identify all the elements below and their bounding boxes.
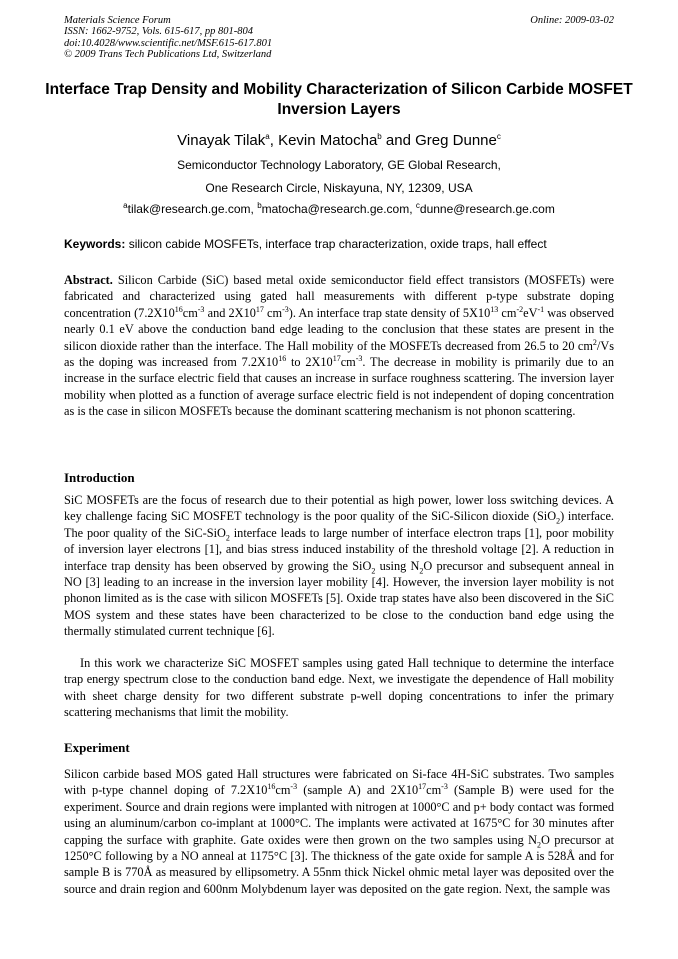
- section-heading-introduction: Introduction: [64, 470, 135, 485]
- journal-header: [64, 15, 272, 61]
- section-heading-experiment: Experiment: [64, 740, 130, 755]
- email-mark: c: [415, 201, 420, 210]
- abstract-paragraph: Abstract. Silicon Carbide (SiC) based metal oxide semiconductor field effect transistors (MOSFETs) were fabricated and characterized using gated hall measurements with different p-type substrate doping concentration ($7.2X10^{16}cm^{-3}$ and $2X10^{17}$ $cm^{-3}$). An interface trap state density of $5X10^{13}$ $cm^{-2}eV^{-1}$ was observed nearly 0.1 eV above the conduction band edge leading to the conclusion that these states are present in the silicon dioxide rather than the interface. The Hall mobility of the MOSFETs decreased from 26.5 to 20 $cm^2/Vs$ as the doping was increased from $7.2X10^{16}$ to $2X10^{17}cm^{-3}$. The decrease in mobility is primarily due to an increase in the surface electric field that causes an increase in surface roughness scattering. The inversion layer mobility when plotted as a function of average surface electric field is not independent of doping concentration as is the case in silicon MOSFETs because the dominant scattering mechanism is not phonon scattering.: [64, 273, 614, 419]
- issn-line: ISSN: 1662-9752, Vols. 615-617, pp 801-804: [64, 26, 253, 38]
- abstract-label: Abstract.: [64, 273, 113, 287]
- affiliation-line-2: One Research Circle, Niskayuna, NY, 12309, USA: [205, 181, 473, 195]
- email-link[interactable]: matocha@research.ge.com: [261, 202, 410, 216]
- author-list: Vinayak Tilak$^a$, Kevin Matocha$^b$ and Greg Dunne$^c$: [177, 132, 501, 149]
- email-line: $^a$tilak@research.ge.com, $^b$matocha@research.ge.com, $^c$dunne@research.ge.com: [123, 201, 555, 216]
- author-mark: a: [265, 132, 270, 141]
- keywords: [64, 237, 614, 252]
- copyright-line: © 2009 Trans Tech Publications Ltd, Switzerland: [64, 49, 272, 61]
- keywords-label: Keywords:: [64, 237, 126, 251]
- email-mark: a: [123, 201, 128, 210]
- journal-name: Materials Science Forum: [64, 15, 171, 26]
- introduction-paragraph-1: SiC MOSFETs are the focus of research due to their potential as high power, lower loss switching devices. A key challenge facing SiC MOSFET technology is the poor quality of the SiC-Silicon dioxide (SiO$_2$) interface. The poor quality of the SiC-SiO$_2$ interface leads to large number of interface electron traps [1], poor mobility of inversion layer electrons [1], and bias stress induced instability of the threshold voltage [2]. A reduction in interface trap density has been observed by growing the SiO$_2$ using $N_2O$ precursor and subsequent anneal in NO [3] leading to an increase in the inversion layer mobility [4]. However, the inversion layer mobility is not phonon limited as is the case with silicon MOSFETs [5]. Oxide trap states have also been discovered in the SiC MOS system and these states have been characterized to be close to the conduction band edge using the thermally stimulated current technique [6].: [64, 493, 614, 639]
- email-link[interactable]: tilak@research.ge.com: [127, 202, 251, 216]
- keywords-text: silicon cabide MOSFETs, interface trap characterization, oxide traps, hall effect: [128, 237, 547, 251]
- email-link[interactable]: dunne@research.ge.com: [419, 202, 555, 216]
- author-mark: b: [377, 132, 382, 141]
- paper-title: Interface Trap Density and Mobility Characterization of Silicon Carbide MOSFET Inversion Layers: [45, 81, 633, 118]
- author-name: Vinayak Tilak: [177, 132, 266, 149]
- doi-line[interactable]: doi:10.4028/www.scientific.net/MSF.615-617.801: [64, 37, 273, 49]
- author-name: Kevin Matocha: [278, 132, 378, 149]
- online-date: Online: 2009-03-02: [530, 15, 614, 26]
- affiliation-line-1: Semiconductor Technology Laboratory, GE Global Research,: [177, 158, 501, 172]
- author-name: Greg Dunne: [415, 132, 497, 149]
- email-mark: b: [257, 201, 262, 210]
- introduction-paragraph-2: In this work we characterize SiC MOSFET samples using gated Hall technique to determine the interface trap energy spectrum close to the conduction band edge. Next, we investigate the dependence of Hall mobility with sheet charge density for two different substrate p-well doping concentrations to infer the primary scattering mechanisms that limit the mobility.: [64, 656, 614, 720]
- experiment-paragraph: Silicon carbide based MOS gated Hall structures were fabricated on Si-face 4H-SiC substrates. Two samples with p-type channel doping of $7.2X10^{16}cm^{-3}$ (sample A) and $2X10^{17}cm^{-3}$ (Sample B) were used for the experiment. Source and drain regions were implanted with nitrogen at 1000°C and p+ body contact was formed using an aluminum/carbon co-implant at 1000°C. The implants were activated at 1675°C for 30 minutes after capping the surface with graphite. Gate oxides were then grown on the two samples using $N_2O$ precursor at 1250°C following by a NO anneal at 1175°C [3]. The thickness of the gate oxide for sample A is 528Å and for sample B is 770Å as measured by ellipsometry. A 55nm thick Nickel ohmic metal layer was deposited over the source and drain region and 600nm Molybdenum layer was deposited on the gate region. Next, the sample was: [64, 767, 615, 896]
- author-mark: c: [496, 132, 501, 141]
